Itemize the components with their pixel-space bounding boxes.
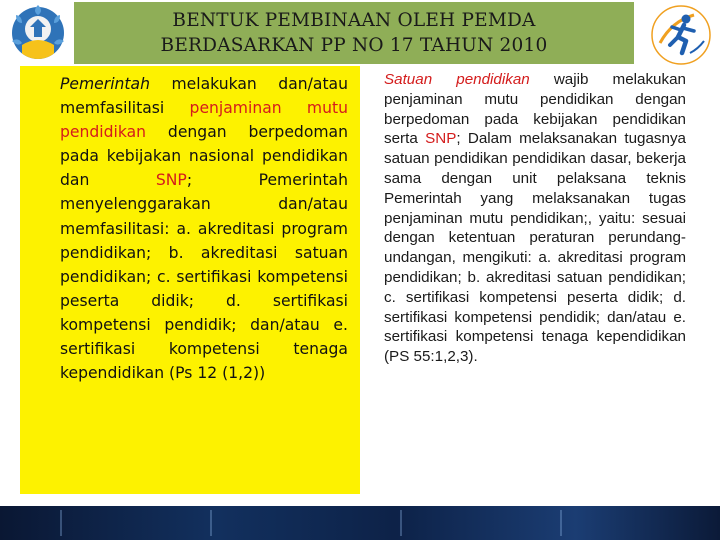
- left-paragraph: [60, 72, 348, 385]
- bar-streak: [400, 510, 402, 536]
- page-title: [161, 8, 548, 58]
- title-line-2: BERDASARKAN PP NO 17 TAHUN 2010: [160, 35, 548, 56]
- bar-streak: [560, 510, 562, 536]
- bar-streak: [210, 510, 212, 536]
- right-text-part-1: wajib melakukan penjaminan mutu pendidikan dengan berpedoman pada kebijakan pendidikan serta: [384, 71, 686, 148]
- left-lead: Pemerintah: [60, 75, 150, 93]
- left-highlight-1: penjaminan mutu pendidikan: [60, 99, 348, 142]
- right-paragraph: [384, 70, 686, 367]
- left-text-part-2: dengan berpedoman pada kebijakan nasional pendidikan dan: [60, 123, 348, 190]
- left-text-part-3: ; Pemerintah menyelenggarakan dan/atau memfasilitasi: a. akreditasi program pendidikan; b. akreditasi satuan pendidikan; c. sertifikasi kompetensi peserta didik; d. sertifikasi kompetensi pendidik; dan/atau e. sertifikasi kompetensi tenaga kependidikan (Ps 12 (1,2)): [60, 171, 348, 383]
- left-highlight-2: SNP: [155, 171, 187, 190]
- left-text-part-1: melakukan dan/atau memfasilitasi: [60, 75, 348, 118]
- left-text-panel: [20, 66, 360, 494]
- right-text-part-2: ; Dalam melaksanakan tugasnya satuan pendidikan pendidikan dasar, bekerja sama dengan unit pelaksana teknis Pemerintah yang melaksanakan tugas penjaminan mutu pendidikan;, yaitu: sesuai dengan ketentuan peraturan perundang-undangan, mengikuti: a. akreditasi program pendidikan; b. akreditasi satuan pendidikan; c. sertifikasi kompetensi peserta didik; d. sertifikasi kompetensi pendidik; dan/atau e. sertifikasi kompetensi tenaga kependidikan (PS 55:1,2,3).: [384, 130, 686, 366]
- header-title-box: [74, 2, 634, 64]
- running-figure-logo-icon: [650, 3, 712, 67]
- bottom-decorative-bar: [0, 506, 720, 540]
- bar-streak: [60, 510, 62, 536]
- title-line-1: BENTUK PEMBINAAN OLEH PEMDA: [172, 10, 536, 31]
- tut-wuri-logo-icon: [8, 5, 68, 61]
- right-highlight: SNP: [425, 130, 457, 148]
- right-lead: Satuan pendidikan: [384, 71, 530, 88]
